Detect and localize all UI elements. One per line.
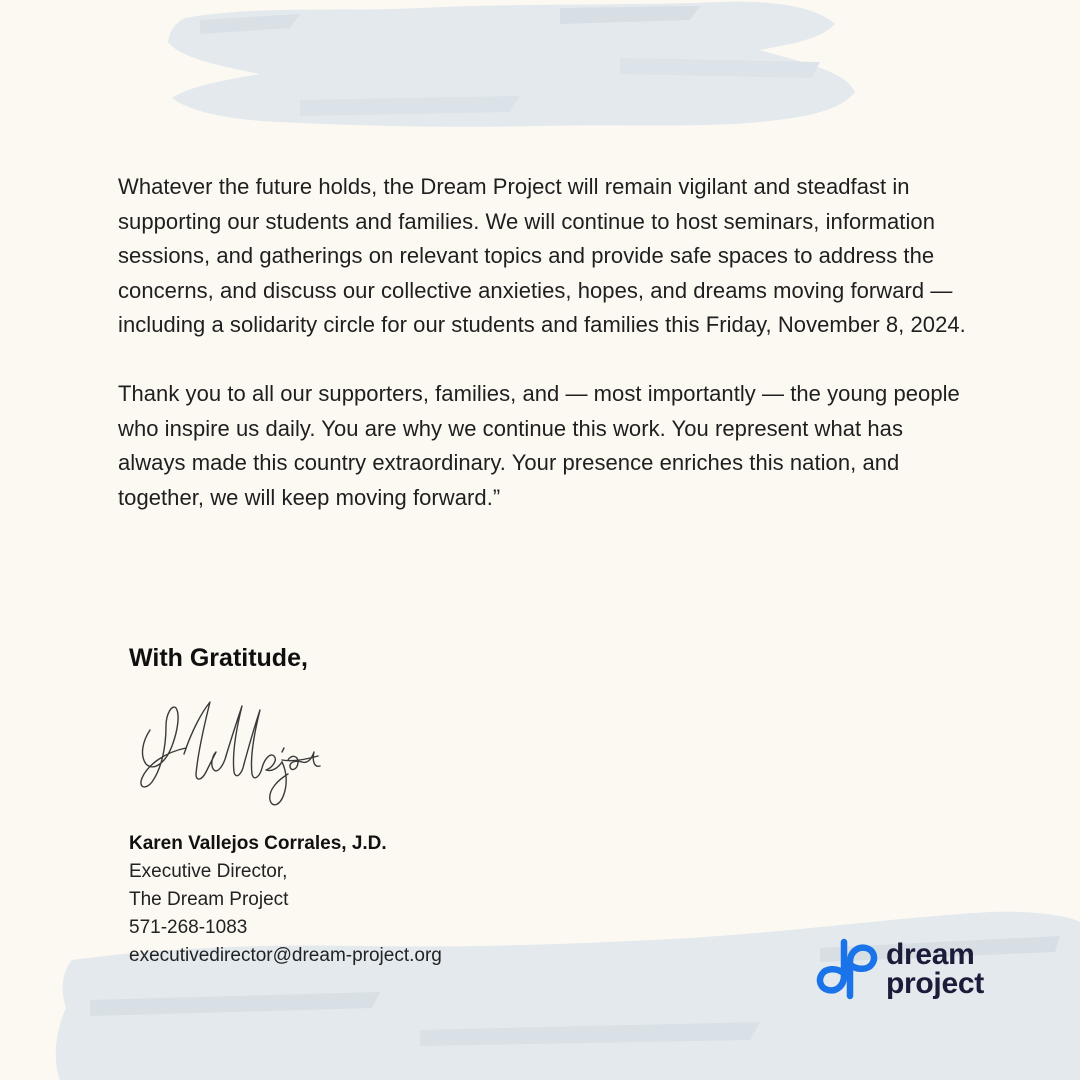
letter-body [118,170,968,515]
logo-word-project: project [886,967,984,1000]
signer-name: Karen Vallejos Corrales, J.D. [129,833,387,854]
logo-word-dream: dream [886,938,975,971]
closing-salutation: With Gratitude, [129,644,308,672]
signer-email: executivedirector@dream-project.org [129,945,442,966]
signer-block [129,830,442,970]
signer-organization: The Dream Project [129,889,289,910]
dream-project-logo [814,934,1014,1004]
signer-phone: 571-268-1083 [129,917,248,938]
signer-title: Executive Director, [129,861,288,882]
letter-paragraph-2: Thank you to all our supporters, families, and — most importantly — the young people who inspire us daily. You are why we continue this work. You represent what has always made this country extraordinary. Your presence enriches this nation, and together, we will keep moving forward.” [118,380,960,510]
handwritten-signature [132,690,322,815]
letter-paragraph-1: Whatever the future holds, the Dream Project will remain vigilant and steadfast in supporting our students and families. We will continue to host seminars, information sessions, and gatherings on relevant topics and provide safe spaces to address the concerns, and discuss our collective anxieties, hopes, and dreams moving forward — including a solidarity circle for our students and families this Friday, November 8, 2024. [118,174,966,338]
dp-monogram-icon [814,936,880,1002]
